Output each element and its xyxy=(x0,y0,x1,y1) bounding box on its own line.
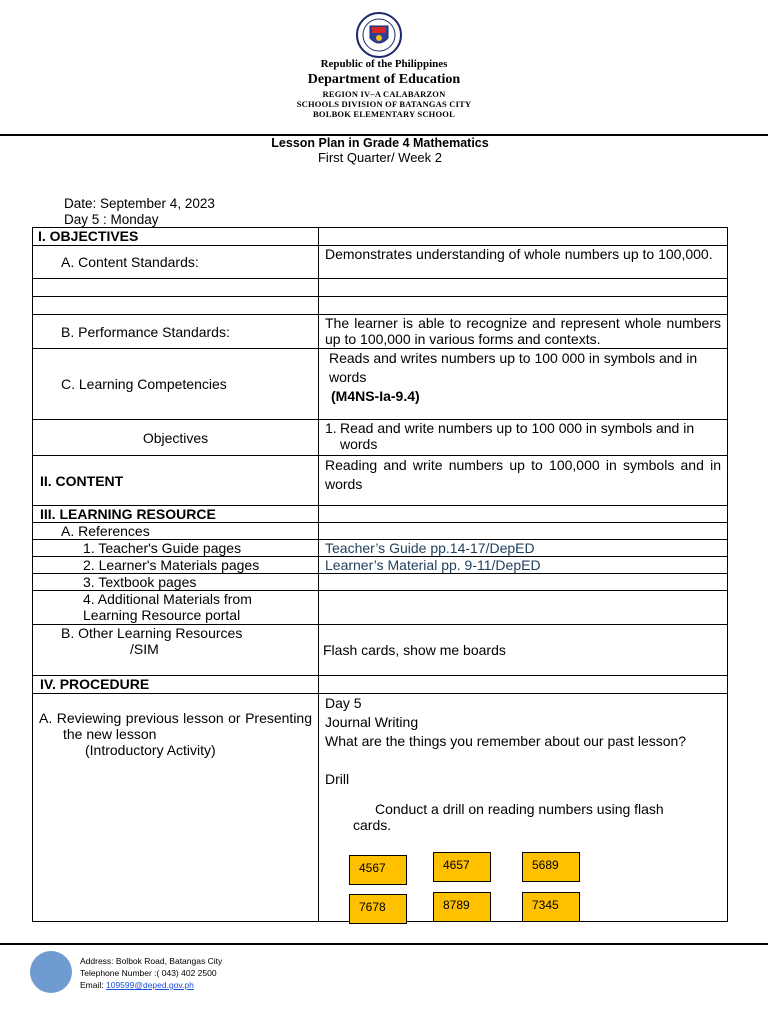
flash-card: 5689 xyxy=(522,852,580,882)
department-text: Department of Education xyxy=(307,72,461,87)
resource-label: 2. Learner's Materials pages xyxy=(33,557,319,574)
lesson-day: Day 5 : Monday xyxy=(64,212,159,227)
other-resources-value: Flash cards, show me boards xyxy=(319,625,728,676)
drill-label: Drill xyxy=(325,771,350,787)
flash-card: 4657 xyxy=(433,852,491,882)
table-row xyxy=(33,523,728,540)
table-row xyxy=(33,420,728,456)
region-text: REGION IV–A CALABARZON xyxy=(322,89,446,99)
table-row xyxy=(33,591,728,625)
table-row xyxy=(33,506,728,523)
objective-number: 1. xyxy=(325,420,337,436)
table-row xyxy=(33,315,728,349)
footer-divider xyxy=(0,943,768,945)
resource-value xyxy=(319,574,728,591)
resource-label: 1. Teacher's Guide pages xyxy=(33,540,319,557)
table-row xyxy=(33,349,728,420)
content-value: Reading and write numbers up to 100,000 in symbols and in words xyxy=(319,456,728,506)
journal-writing: Journal Writing xyxy=(325,714,419,730)
footer-email-label: Email: xyxy=(80,980,106,990)
procedure-a-label: A. Reviewing previous lesson or Presenting the new lesson xyxy=(39,710,312,742)
other-resources-label: B. Other Learning Resources xyxy=(61,625,243,641)
table-row xyxy=(33,228,728,246)
performance-standards-label: B. Performance Standards: xyxy=(33,315,319,349)
drill-text: Conduct a drill on reading numbers using flash cards. xyxy=(353,801,664,833)
table-row xyxy=(33,574,728,591)
procedure-heading: IV. PROCEDURE xyxy=(33,676,319,694)
competency-code: (M4NS-Ia-9.4) xyxy=(331,388,420,404)
table-row xyxy=(33,625,728,676)
other-resources-sim: /SIM xyxy=(130,641,159,657)
resource-label: 4. Additional Materials from Learning Resource portal xyxy=(33,591,319,625)
lesson-plan-table xyxy=(32,227,728,922)
objectives-label: Objectives xyxy=(33,420,319,456)
table-row xyxy=(33,297,728,315)
table-row xyxy=(33,279,728,297)
objective-text: Read and write numbers up to 100 000 in symbols and in words xyxy=(340,420,695,452)
plan-subtitle: First Quarter/ Week 2 xyxy=(317,150,442,165)
lesson-date: Date: September 4, 2023 xyxy=(64,196,215,211)
table-row xyxy=(33,540,728,557)
learning-competencies-label: C. Learning Competencies xyxy=(33,349,319,420)
table-row xyxy=(33,456,728,506)
footer-address: Address: Bolbok Road, Batangas City xyxy=(80,956,223,966)
learning-competencies-value: Reads and writes numbers up to 100 000 in symbols and in words xyxy=(329,350,698,385)
performance-standards-value: The learner is able to recognize and represent whole numbers up to 100,000 in various forms and contexts. xyxy=(319,315,728,349)
resource-value: Learner’s Material pp. 9-11/DepED xyxy=(319,557,728,574)
table-row xyxy=(33,557,728,574)
footer-email-line xyxy=(80,979,194,991)
procedure-day: Day 5 xyxy=(325,695,362,711)
flash-card: 8789 xyxy=(433,892,491,922)
footer-email-link[interactable]: 109599@deped.gov.ph xyxy=(105,980,194,990)
table-row xyxy=(33,694,728,922)
resource-value: Teacher’s Guide pp.14-17/DepED xyxy=(319,540,728,557)
school-text: BOLBOK ELEMENTARY SCHOOL xyxy=(313,109,455,119)
flash-card: 7345 xyxy=(522,892,580,922)
division-text: SCHOOLS DIVISION OF BATANGAS CITY xyxy=(296,99,472,109)
objectives-heading: I. OBJECTIVES xyxy=(33,228,319,246)
flash-card: 7678 xyxy=(349,894,407,924)
procedure-a-sublabel: (Introductory Activity) xyxy=(85,742,216,758)
plan-title: Lesson Plan in Grade 4 Mathematics xyxy=(271,136,489,150)
content-standards-value: Demonstrates understanding of whole numbers up to 100,000. xyxy=(319,246,728,279)
deped-seal-icon xyxy=(356,12,402,58)
references-label: A. References xyxy=(33,523,319,540)
table-row xyxy=(33,676,728,694)
table-row xyxy=(33,246,728,279)
learning-resource-heading: III. LEARNING RESOURCE xyxy=(33,506,319,523)
school-logo-icon xyxy=(30,951,72,993)
resource-label: 3. Textbook pages xyxy=(33,574,319,591)
resource-value xyxy=(319,591,728,625)
footer-telephone: Telephone Number :( 043) 402 2500 xyxy=(80,968,217,978)
flash-card: 4567 xyxy=(349,855,407,885)
republic-text: Republic of the Philippines xyxy=(320,58,448,70)
journal-question: What are the things you remember about our past lesson? xyxy=(325,733,687,749)
content-heading: II. CONTENT xyxy=(33,456,319,506)
content-standards-label: A. Content Standards: xyxy=(33,246,319,279)
